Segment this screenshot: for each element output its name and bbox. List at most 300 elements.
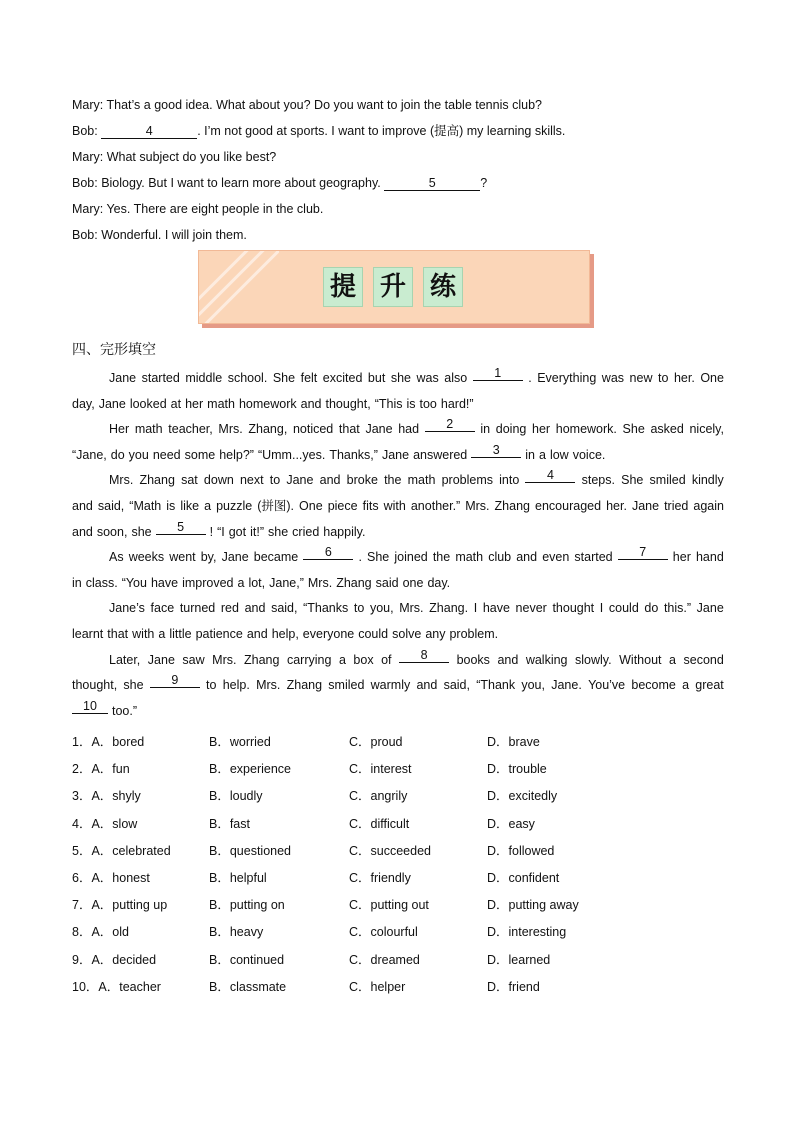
- passage-word: and: [72, 498, 93, 513]
- speaker: Bob:: [72, 176, 98, 190]
- passage-word: voice.: [572, 447, 606, 462]
- passage-word: “Thanks: [303, 601, 349, 616]
- option-c[interactable]: C．interest: [349, 762, 412, 777]
- passage-word: face: [150, 601, 175, 616]
- option-d[interactable]: D．putting away: [487, 898, 579, 913]
- passage-word: Jane: [221, 550, 249, 565]
- passage-word: become: [631, 678, 676, 693]
- passage-word: said,: [443, 678, 470, 693]
- passage-word: patience: [195, 626, 243, 641]
- passage-word: she: [131, 524, 152, 539]
- answer-options: [72, 729, 724, 1001]
- option-a[interactable]: [72, 865, 150, 892]
- passage-word: have: [150, 575, 179, 590]
- banner-title: [323, 267, 463, 307]
- option-b[interactable]: B．continued: [209, 952, 285, 967]
- passage-word: Jane: [109, 371, 137, 385]
- passage-word: box: [353, 652, 374, 667]
- option-c[interactable]: C．succeeded: [349, 843, 431, 858]
- passage-word: it!”: [250, 524, 265, 539]
- option-b[interactable]: B．experience: [209, 762, 291, 777]
- passage-word: Mrs.: [399, 601, 424, 616]
- passage-word: One: [299, 498, 323, 513]
- option-a[interactable]: [72, 756, 130, 783]
- passage-word: Zhang: [244, 652, 280, 667]
- option-d[interactable]: D．confident: [487, 870, 560, 885]
- passage-line: [72, 392, 724, 418]
- passage-word: in: [525, 447, 535, 462]
- passage-word: with: [383, 498, 406, 513]
- option-a-text: A．teacher: [98, 979, 161, 994]
- option-c[interactable]: C．helper: [349, 979, 406, 994]
- passage-word: with: [132, 626, 155, 641]
- passage-word: learnt: [72, 626, 104, 641]
- passage-word: thought: [552, 601, 595, 616]
- passage-word: a: [158, 626, 166, 641]
- speaker: Mary:: [72, 150, 104, 164]
- option-a[interactable]: [72, 729, 144, 756]
- passage-word: walking: [525, 652, 568, 667]
- answer-blank[interactable]: 4: [101, 124, 197, 139]
- passage-word: to: [353, 601, 365, 616]
- passage-word: great: [695, 678, 724, 693]
- cloze-blank[interactable]: 2: [425, 417, 475, 432]
- passage-word: excited: [322, 371, 363, 385]
- option-row: [72, 729, 724, 756]
- option-a-text: A．honest: [91, 870, 150, 885]
- passage-word: felt: [300, 371, 318, 385]
- banner-box: [198, 250, 590, 324]
- dialogue-text: Wonderful. I will join them.: [97, 228, 247, 242]
- cloze-blank[interactable]: 7: [618, 545, 668, 560]
- cloze-blank[interactable]: 10: [72, 699, 108, 714]
- option-b[interactable]: B．questioned: [209, 843, 292, 858]
- passage-word: Jane: [286, 473, 314, 488]
- cloze-blank[interactable]: 6: [303, 545, 353, 560]
- passage-word: homework.: [555, 422, 617, 437]
- option-c[interactable]: C．friendly: [349, 870, 411, 885]
- passage-word: She: [367, 550, 390, 565]
- passage-word: another.”: [410, 498, 461, 513]
- option-a-text: A．shyly: [91, 789, 141, 804]
- passage-word: got: [228, 524, 247, 539]
- question-number: 8．: [72, 925, 92, 940]
- passage-word: was: [416, 371, 439, 385]
- option-c[interactable]: C．proud: [349, 735, 403, 749]
- passage-line: [72, 366, 724, 392]
- passage-word: help.: [222, 678, 250, 693]
- passage-word: started: [574, 550, 613, 565]
- option-a[interactable]: [72, 838, 171, 865]
- question-number: 6．: [72, 870, 92, 885]
- passage-word: was: [601, 371, 625, 385]
- cloze-blank[interactable]: 4: [525, 468, 575, 483]
- dialogue-line: [72, 170, 724, 196]
- passage-word: had: [398, 422, 420, 437]
- passage-word: broke: [346, 473, 378, 488]
- passage-word: and: [244, 601, 266, 616]
- passage-word: slowly.: [575, 652, 612, 667]
- passage-word: asked: [650, 422, 684, 437]
- passage-word: Jane: [365, 422, 393, 437]
- passage-word: Mrs.: [218, 422, 243, 437]
- passage-word: You’ve: [588, 678, 626, 693]
- option-b[interactable]: B．putting on: [209, 898, 285, 913]
- passage-word: and: [72, 524, 93, 539]
- option-a-text: A．fun: [91, 762, 130, 777]
- passage-word: “This: [374, 396, 403, 411]
- passage-word: said: [375, 575, 399, 590]
- passage-word: looked: [129, 396, 167, 411]
- passage-word: I: [473, 601, 478, 616]
- passage-word: Later,: [109, 652, 141, 667]
- passage-word: She: [621, 473, 644, 488]
- passage-word: “Umm...yes.: [257, 447, 326, 462]
- passage-word: warmly: [370, 678, 411, 693]
- passage-word: went: [169, 550, 196, 565]
- dialogue-text: . I’m not good at sports. I want to improve (提高) my learning skills.: [197, 124, 566, 138]
- passage-line: [72, 571, 724, 597]
- dialogue-line: [72, 222, 724, 248]
- option-a[interactable]: [72, 919, 129, 946]
- option-d[interactable]: D．interesting: [487, 925, 567, 940]
- speaker: Bob:: [72, 228, 98, 242]
- passage-word: that: [338, 422, 360, 437]
- banner-char: 升: [373, 267, 413, 307]
- passage-line: [72, 520, 724, 546]
- passage-word: she: [390, 371, 411, 385]
- passage-word: and: [416, 678, 438, 693]
- passage-word: solve: [392, 626, 422, 641]
- passage-word: nicely,: [689, 422, 724, 437]
- passage-word: class.: [85, 575, 118, 590]
- passage-word: I: [599, 601, 604, 616]
- option-d[interactable]: D．excitedly: [487, 789, 558, 804]
- passage-word: do: [644, 601, 659, 616]
- question-number: 2．: [72, 762, 92, 777]
- passage-word: second: [683, 652, 724, 667]
- banner-char: 练: [423, 267, 463, 307]
- option-a[interactable]: [72, 892, 167, 919]
- option-d[interactable]: D．followed: [487, 843, 555, 858]
- passage-word: day.: [427, 575, 451, 590]
- passage-word: you: [128, 447, 149, 462]
- option-row: [72, 892, 724, 919]
- passage-word: weeks: [128, 550, 165, 565]
- passage-word: started: [141, 371, 180, 385]
- option-a-text: A．decided: [91, 952, 157, 967]
- passage-line: [72, 443, 724, 469]
- passage-word: but: [367, 371, 386, 385]
- passage-line: [72, 417, 724, 443]
- passage-word: her.: [606, 498, 627, 513]
- passage-word: Jane’s: [109, 601, 145, 616]
- passage-word: also: [444, 371, 468, 385]
- option-c[interactable]: C．putting out: [349, 898, 429, 913]
- passage-word: her: [185, 396, 204, 411]
- dialogue-text: Yes. There are eight people in the club.: [103, 202, 324, 216]
- passage-word: sat: [181, 473, 198, 488]
- passage-word: and: [300, 396, 322, 411]
- passage-word: joined: [394, 550, 428, 565]
- passage-word: her: [672, 550, 691, 565]
- passage-word: to: [206, 678, 217, 693]
- passage-word: need: [152, 447, 181, 462]
- passage-word: her.: [673, 371, 695, 385]
- passage-word: a: [204, 498, 212, 513]
- passage-word: Zhang.: [429, 601, 469, 616]
- passage-word: in: [72, 575, 82, 590]
- passage-word: .: [358, 550, 362, 565]
- passage-word: middle: [185, 371, 223, 385]
- passage-line: [72, 673, 724, 699]
- option-row: [72, 947, 724, 974]
- passage-word: and: [516, 550, 538, 565]
- passage-word: Jane: [631, 498, 660, 513]
- passage-word: this.”: [663, 601, 692, 616]
- option-b[interactable]: B．heavy: [209, 925, 264, 940]
- cloze-blank[interactable]: 3: [471, 443, 521, 458]
- passage-word: kindly: [691, 473, 724, 488]
- passage-word: Everything: [537, 371, 597, 385]
- passage-word: little: [169, 626, 192, 641]
- passage-word: happily.: [323, 524, 366, 539]
- passage-word: is: [166, 498, 176, 513]
- passage-word: Mrs.: [307, 575, 333, 590]
- passage-word: the: [384, 473, 402, 488]
- passage-word: like: [180, 498, 200, 513]
- option-row: [72, 838, 724, 865]
- passage-word: noticed: [292, 422, 334, 437]
- dialogue-text: What subject do you like best?: [103, 150, 277, 164]
- cloze-blank[interactable]: 1: [473, 366, 523, 381]
- passage-word: she: [268, 524, 289, 539]
- passage-word: Mrs.: [256, 678, 281, 693]
- passage-word: piece: [327, 498, 358, 513]
- passage-word: a: [682, 678, 690, 693]
- passage-word: red: [220, 601, 239, 616]
- answer-blank[interactable]: 5: [384, 176, 480, 191]
- passage-word: club: [488, 550, 512, 565]
- passage-word: and: [319, 473, 341, 488]
- passage-word: Her: [109, 422, 130, 437]
- passage-line: [72, 596, 724, 622]
- passage-word: next: [239, 473, 264, 488]
- option-d[interactable]: D．easy: [487, 816, 535, 831]
- option-c[interactable]: C．colourful: [349, 925, 418, 940]
- option-d[interactable]: D．brave: [487, 735, 540, 749]
- passage-word: One: [700, 371, 724, 385]
- passage-word: math: [207, 396, 235, 411]
- passage-word: steps.: [581, 473, 615, 488]
- passage-word: Without: [619, 652, 662, 667]
- passage-word: Zhang: [336, 575, 372, 590]
- passage-word: by,: [200, 550, 217, 565]
- passage-word: .: [528, 371, 532, 385]
- passage-word: some: [184, 447, 216, 462]
- passage-word: could: [358, 626, 389, 641]
- section-banner: [198, 250, 594, 328]
- passage-word: and: [246, 626, 268, 641]
- passage-word: carrying: [286, 652, 332, 667]
- question-number: 10．: [72, 979, 99, 994]
- passage-word: doing: [495, 422, 527, 437]
- cloze-blank[interactable]: 9: [150, 673, 200, 688]
- option-b[interactable]: B．helpful: [209, 870, 267, 885]
- option-b[interactable]: B．classmate: [209, 979, 287, 994]
- option-c[interactable]: C．difficult: [349, 816, 410, 831]
- question-number: 5．: [72, 843, 92, 858]
- banner-char: 提: [323, 267, 363, 307]
- passage-word: Zhang: [139, 473, 175, 488]
- passage-word: everyone: [302, 626, 355, 641]
- option-d[interactable]: D．learned: [487, 952, 551, 967]
- passage-word: school.: [227, 371, 268, 385]
- question-number: 4．: [72, 816, 92, 831]
- option-a-text: A．slow: [91, 816, 138, 831]
- cloze-blank[interactable]: 5: [156, 520, 206, 535]
- option-a-text: A．old: [91, 925, 129, 940]
- passage-word: even: [542, 550, 570, 565]
- passage-word: She: [272, 371, 296, 385]
- passage-word: improved: [182, 575, 234, 590]
- passage-word: could: [608, 601, 639, 616]
- passage-word: hard!”: [440, 396, 474, 411]
- question-number: 3．: [72, 789, 92, 804]
- passage-line: [72, 699, 724, 725]
- passage-word: encouraged: [535, 498, 602, 513]
- passage-word: “Math: [129, 498, 162, 513]
- dialogue-line: [72, 196, 724, 222]
- passage-word: she: [123, 678, 144, 693]
- dialogue: [72, 92, 724, 248]
- passage-word: problems: [441, 473, 493, 488]
- passage-word: “I: [217, 524, 225, 539]
- passage-word: down: [203, 473, 234, 488]
- passage-word: at: [170, 396, 182, 411]
- passage-word: math: [134, 422, 163, 437]
- speaker: Mary:: [72, 98, 104, 112]
- cloze-blank[interactable]: 8: [399, 648, 449, 663]
- passage-word: answered: [413, 447, 468, 462]
- dialogue-line: [72, 92, 724, 118]
- question-number: 9．: [72, 952, 92, 967]
- passage-word: thought,: [325, 396, 371, 411]
- passage-word: Mrs.: [212, 652, 237, 667]
- passage-word: is: [406, 396, 416, 411]
- option-a[interactable]: [72, 783, 141, 810]
- option-a[interactable]: [72, 974, 161, 1001]
- option-row: [72, 811, 724, 838]
- option-row: [72, 919, 724, 946]
- dialogue-line: [72, 118, 724, 144]
- option-row: [72, 756, 724, 783]
- option-a-text: A．putting up: [91, 898, 168, 913]
- passage-word: the: [432, 550, 451, 565]
- passage-word: Jane: [696, 601, 724, 616]
- option-b[interactable]: B．worried: [209, 735, 271, 749]
- speaker: Mary:: [72, 202, 104, 216]
- passage-word: in: [480, 422, 491, 437]
- option-row: [72, 865, 724, 892]
- passage-word: Jane.: [551, 678, 582, 693]
- passage-word: “Thank: [476, 678, 516, 693]
- passage-word: you,: [521, 678, 545, 693]
- passage-line: [72, 494, 724, 520]
- passage-word: a: [237, 575, 245, 590]
- passage-word: Jane: [381, 447, 410, 462]
- passage-word: Zhang: [494, 498, 530, 513]
- passage-word: of: [381, 652, 392, 667]
- option-c[interactable]: C．dreamed: [349, 952, 420, 967]
- option-a[interactable]: [72, 947, 156, 974]
- passage-word: to: [269, 473, 281, 488]
- passage-word: said,: [97, 498, 125, 513]
- passage-word: that: [107, 626, 129, 641]
- option-d[interactable]: D．trouble: [487, 762, 547, 777]
- passage-word: help,: [271, 626, 299, 641]
- passage-word: a: [338, 652, 346, 667]
- passage-word: turned: [179, 601, 216, 616]
- passage-word: soon,: [96, 524, 128, 539]
- passage-word: any: [425, 626, 446, 641]
- option-c[interactable]: C．angrily: [349, 789, 408, 804]
- option-a[interactable]: [72, 811, 137, 838]
- passage-word: day,: [72, 396, 95, 411]
- question-number: 7．: [72, 898, 92, 913]
- banner-stripes: [199, 251, 279, 323]
- passage-word: to: [658, 371, 669, 385]
- option-d[interactable]: D．friend: [487, 979, 540, 994]
- passage-word: into: [499, 473, 520, 488]
- passage-word: fits: [362, 498, 379, 513]
- dialogue-line: [72, 144, 724, 170]
- passage-word: smiled: [649, 473, 686, 488]
- option-b[interactable]: B．loudly: [209, 789, 263, 804]
- option-row: [72, 974, 724, 1001]
- speaker: Bob:: [72, 124, 98, 138]
- passage-word: thought,: [72, 678, 118, 693]
- option-b[interactable]: B．fast: [209, 816, 250, 831]
- dialogue-text: ?: [480, 176, 488, 190]
- passage-word: teacher,: [168, 422, 213, 437]
- passage-word: became: [253, 550, 299, 565]
- option-row: [72, 783, 724, 810]
- passage-line: [72, 622, 724, 648]
- passage-word: problem.: [449, 626, 499, 641]
- dialogue-text: Biology. But I want to learn more about geography.: [97, 176, 385, 190]
- passage-word: saw: [182, 652, 205, 667]
- passage-word: puzzle: [216, 498, 253, 513]
- passage-word: lot,: [248, 575, 266, 590]
- option-a-text: A．celebrated: [91, 843, 171, 858]
- passage-word: Mrs.: [109, 473, 134, 488]
- passage-word: again: [693, 498, 724, 513]
- passage-word: you,: [369, 601, 394, 616]
- passage-line: [72, 545, 724, 571]
- question-number: 1．: [72, 735, 92, 749]
- passage-word: Zhang: [286, 678, 323, 693]
- passage-word: math: [455, 550, 484, 565]
- dialogue-text: That’s a good idea. What about you? Do you want to join the table tennis club?: [103, 98, 542, 112]
- passage-word: do: [110, 447, 125, 462]
- passage-line: [72, 468, 724, 494]
- passage-word: a: [669, 652, 676, 667]
- passage-word: Thanks,”: [329, 447, 378, 462]
- passage-word: and: [497, 652, 519, 667]
- passage-word: As: [109, 550, 124, 565]
- passage-word: never: [515, 601, 547, 616]
